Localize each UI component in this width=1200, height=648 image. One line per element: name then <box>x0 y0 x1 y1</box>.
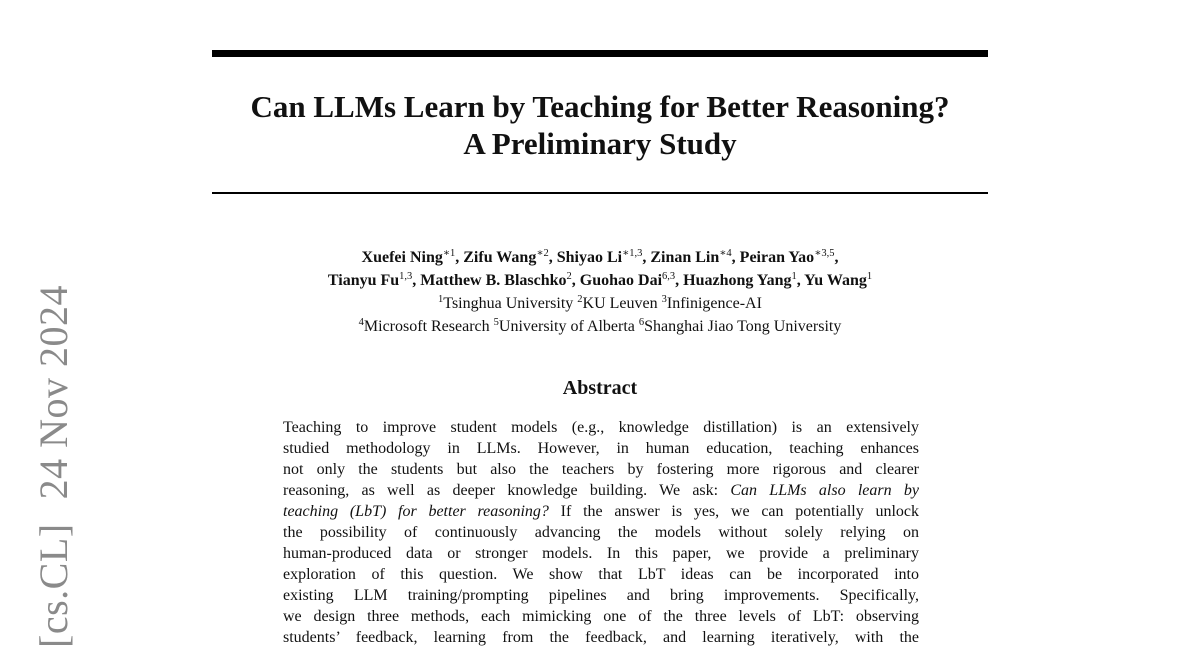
author-affil-marker: 2 <box>566 271 572 282</box>
author-separator: , <box>455 249 464 266</box>
arxiv-category: [cs.CL] <box>31 523 76 648</box>
affiliation-marker: 2 <box>577 294 583 305</box>
affiliation-marker: 4 <box>358 317 364 328</box>
abstract-text: students’ feedback, learning from the feedback, and learning iteratively, with the <box>283 629 919 646</box>
abstract-text: human-produced data or stronger models. In this paper, we provide a preliminary <box>283 545 919 562</box>
abstract-line <box>283 627 919 648</box>
paper-title <box>212 88 988 162</box>
author-affil-marker: 1 <box>866 271 873 282</box>
abstract-text: studied methodology in LLMs. However, in human education, teaching enhances <box>283 440 919 457</box>
affiliation-name: Tsinghua University <box>443 295 578 312</box>
affiliation-name: Microsoft Research <box>363 318 494 335</box>
author-affil-marker: ∗4 <box>719 248 732 259</box>
author-name: Guohao Dai <box>579 272 663 289</box>
affiliation-line <box>212 315 988 338</box>
author-separator: , <box>796 272 805 289</box>
affiliation-marker: 5 <box>493 317 499 328</box>
author-line <box>212 246 988 269</box>
abstract-text: exploration of this question. We show that LbT ideas can be incorporated into <box>283 566 919 583</box>
affiliation-name: Infinigence-AI <box>666 295 762 312</box>
abstract-heading: Abstract <box>562 377 638 399</box>
abstract-italic-text: Can LLMs also learn by <box>730 482 920 499</box>
abstract-text: we design three methods, each mimicking one of the three levels of LbT: observing <box>283 608 919 625</box>
title-top-rule <box>212 50 988 57</box>
author-name: Peiran Yao <box>739 249 815 266</box>
arxiv-date: 24 Nov 2024 <box>31 285 76 500</box>
abstract-text: not only the students but also the teachers by fostering more rigorous and clearer <box>283 461 919 478</box>
abstract-text: If the answer is yes, we can potentially unlock <box>548 503 919 520</box>
abstract-line <box>283 417 919 438</box>
author-separator: , <box>548 249 557 266</box>
abstract-line <box>283 543 919 564</box>
author-separator: , <box>412 272 421 289</box>
abstract-line <box>283 606 919 627</box>
author-name: Yu Wang <box>804 272 867 289</box>
author-block <box>212 246 988 338</box>
author-affil-marker: ∗1 <box>442 248 456 259</box>
author-name: Tianyu Fu <box>327 272 400 289</box>
abstract-line <box>283 585 919 606</box>
abstract-text: Teaching to improve student models (e.g., knowledge distillation) is an extensively <box>283 419 919 436</box>
abstract-line <box>283 522 919 543</box>
author-line <box>212 269 988 292</box>
title-line: Can LLMs Learn by Teaching for Better Reasoning? <box>250 89 950 124</box>
affiliation-name: Shanghai Jiao Tong University <box>644 318 842 335</box>
author-affil-marker: ∗2 <box>536 248 549 259</box>
abstract-line <box>283 480 919 501</box>
title-bottom-rule <box>212 192 988 194</box>
abstract-italic-text: teaching (LbT) for better reasoning? <box>283 503 549 520</box>
author-name: Matthew B. Blaschko <box>420 272 567 289</box>
affiliation-name: University of Alberta <box>498 318 639 335</box>
author-affil-marker: ∗1,3 <box>622 248 643 259</box>
affiliation-name: KU Leuven <box>582 295 662 312</box>
author-affil-marker: 6,3 <box>662 271 676 282</box>
title-line: A Preliminary Study <box>463 126 737 161</box>
author-name: Shiyao Li <box>556 249 623 266</box>
author-name: Zinan Lin <box>650 249 720 266</box>
arxiv-side-stamp <box>30 285 77 648</box>
abstract-text: existing LLM training/prompting pipelines and bring improvements. Specifically, <box>283 587 919 604</box>
abstract-line <box>283 459 919 480</box>
author-separator: , <box>731 249 740 266</box>
author-name: Xuefei Ning <box>361 249 443 266</box>
author-separator: , <box>642 249 651 266</box>
author-separator: , <box>571 272 580 289</box>
abstract-text: the possibility of continuously advancing the models without solely relying on <box>283 524 919 541</box>
abstract-line <box>283 564 919 585</box>
author-affil-marker: 1,3 <box>399 271 413 282</box>
abstract-text: reasoning, as well as deeper knowledge building. We ask: <box>283 482 731 499</box>
abstract-line <box>283 438 919 459</box>
affiliation-marker: 1 <box>438 294 444 305</box>
affiliation-marker: 3 <box>661 294 667 305</box>
affiliation-marker: 6 <box>638 317 645 328</box>
author-name: Zifu Wang <box>463 249 537 266</box>
author-affil-marker: ∗3,5 <box>814 248 835 259</box>
author-affil-marker: 1 <box>791 271 797 282</box>
affiliation-line <box>212 292 988 315</box>
author-separator: , <box>834 249 839 266</box>
author-separator: , <box>675 272 684 289</box>
author-name: Huazhong Yang <box>683 272 792 289</box>
abstract-line <box>283 501 919 522</box>
abstract-body <box>283 417 919 648</box>
